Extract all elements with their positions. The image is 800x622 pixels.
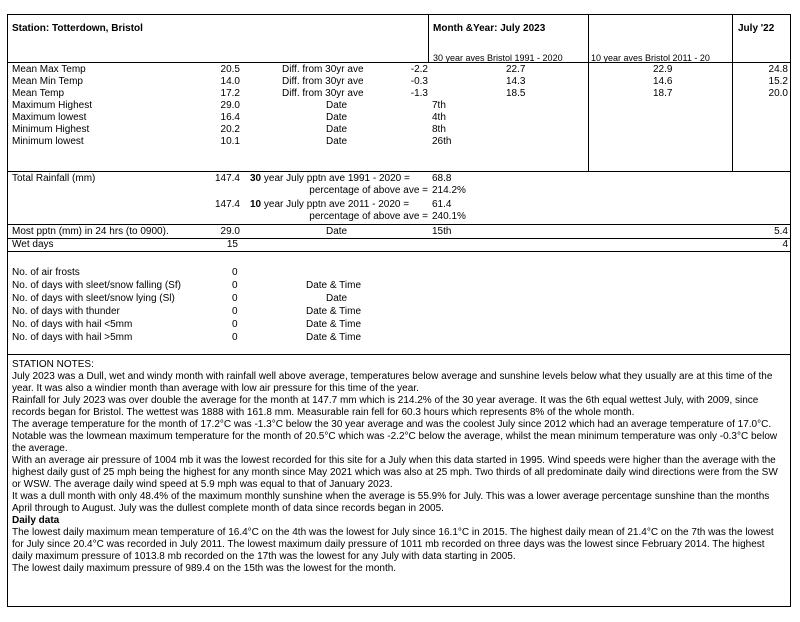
station-title: Station: Totterdown, Bristol	[12, 23, 143, 34]
last-year-title: July '22	[738, 23, 775, 34]
extreme-value: 10.1	[220, 136, 240, 147]
extreme-value: 20.2	[220, 124, 240, 135]
most-pptn-date-label: Date	[326, 226, 348, 237]
count-date-label: Date & Time	[306, 306, 362, 317]
notes-paragraph: Rainfall for July 2023 was over double the average for the month at 147.7 mm which is 214.2% of the 30 year average. It was the 6th equal wettest July, with 2009, since records began for Bristol. The wettest was 1888 with 161.8 mm. Measurable rain fell for 60.3 hours which represents 8% of the whole month.	[12, 395, 759, 418]
count-label: No. of days with hail >5mm	[12, 332, 133, 343]
temp-diff: -1.3	[410, 88, 428, 99]
row-divider-2	[7, 171, 791, 172]
most-pptn-date: 15th	[432, 226, 452, 237]
row-divider-5	[7, 251, 791, 252]
outer-border-right	[790, 14, 791, 607]
count-date-label: Date	[326, 293, 348, 304]
rainfall-pct1-text: percentage of above ave =	[309, 185, 428, 196]
temp-ave10: 14.6	[653, 76, 673, 87]
temp-diff-label: Diff. from 30yr ave	[282, 76, 364, 87]
outer-border-bottom	[7, 606, 791, 607]
extreme-label: Maximum lowest	[12, 112, 87, 123]
temp-label: Mean Min Temp	[12, 76, 83, 87]
count-label: No. of days with thunder	[12, 306, 120, 317]
station-notes	[12, 359, 784, 575]
temp-last-year: 24.8	[768, 64, 788, 75]
count-value: 0	[232, 332, 238, 343]
wet-days-last-year: 4	[782, 239, 788, 250]
temp-label: Mean Max Temp	[12, 64, 86, 75]
count-value: 0	[232, 293, 238, 304]
temp-value: 17.2	[220, 88, 240, 99]
daily-data-heading: Daily data	[12, 515, 60, 526]
extreme-date: 7th	[432, 100, 446, 111]
temp-last-year: 20.0	[768, 88, 788, 99]
rainfall-label: Total Rainfall (mm)	[12, 173, 96, 184]
ave30-heading: 30 year aves Bristol 1991 - 2020	[433, 53, 563, 63]
row-divider-3	[7, 224, 791, 225]
rainfall-30yr-line	[250, 173, 410, 185]
temp-diff: -0.3	[410, 76, 428, 87]
extreme-label: Minimum lowest	[12, 136, 84, 147]
rainfall-value: 147.4	[214, 173, 240, 184]
temp-diff-label: Diff. from 30yr ave	[282, 64, 364, 75]
temp-ave10: 22.9	[653, 64, 673, 75]
temp-value: 20.5	[220, 64, 240, 75]
rainfall-30yr-value: 68.8	[432, 173, 452, 184]
temp-ave30: 18.5	[506, 88, 526, 99]
notes-heading: STATION NOTES:	[12, 359, 94, 370]
month-year-title: Month &Year: July 2023	[433, 23, 546, 34]
notes-paragraph: July 2023 was a Dull, wet and windy month with rainfall well above average, temperatures below average and sunshine levels below what they usually are at this time of the year. It was also a windier month than average with low air pressure for this time of the year.	[12, 371, 773, 394]
extreme-date: 26th	[432, 136, 452, 147]
rainfall-10yr-line	[250, 199, 409, 211]
extreme-value: 16.4	[220, 112, 240, 123]
wet-days-value: 15	[226, 239, 238, 250]
most-pptn-value: 29.0	[220, 226, 240, 237]
extreme-label: Maximum Highest	[12, 100, 93, 111]
wet-days-label: Wet days	[12, 239, 54, 250]
notes-paragraph: It was a dull month with only 48.4% of the maximum monthly sunshine when the average is 55.9% for July. This was a lower average percentage sunshine than the months April through to August. July was the dullest complete month of data since records began in 2005.	[12, 491, 770, 514]
most-pptn-last-year: 5.4	[774, 226, 788, 237]
count-label: No. of days with hail <5mm	[12, 319, 133, 330]
notes-paragraph: The average temperature for the month of 17.2°C was -1.3°C below the 30 year average and was the coolest July since 2012 which had an average temperature of 17.0°C. Notable was the lowmean maximum temperature for the month of 20.5°C which was -2.2°C below the average, whilst the mean minimum temperature was only -0.3°C below the average.	[12, 419, 778, 454]
extreme-date-label: Date	[326, 136, 348, 147]
rainfall-pct1-value: 214.2%	[432, 185, 466, 196]
temp-last-year: 15.2	[768, 76, 788, 87]
temp-diff: -2.2	[410, 64, 428, 75]
daily-data-paragraph: The lowest daily maximum pressure of 989.4 on the 15th was the lowest for the month.	[12, 563, 397, 574]
extreme-date: 4th	[432, 112, 446, 123]
row-divider-4	[7, 238, 791, 239]
col-divider-c	[732, 14, 733, 172]
extreme-value: 29.0	[220, 100, 240, 111]
extreme-date-label: Date	[326, 112, 348, 123]
temp-ave30: 14.3	[506, 76, 526, 87]
ave10-heading: 10 year aves Bristol 2011 - 20	[591, 53, 710, 63]
rainfall-pct2-text: percentage of above ave =	[309, 211, 428, 222]
most-pptn-label: Most pptn (mm) in 24 hrs (to 0900).	[12, 226, 169, 237]
col-divider-b	[588, 14, 589, 172]
rainfall-10yr-bold: 10	[250, 199, 262, 210]
temp-value: 14.0	[220, 76, 240, 87]
col-divider-a	[428, 14, 429, 62]
count-date-label: Date & Time	[306, 332, 362, 343]
count-value: 0	[232, 267, 238, 278]
extreme-date-label: Date	[326, 100, 348, 111]
rainfall-pct2-value: 240.1%	[432, 211, 466, 222]
temp-diff-label: Diff. from 30yr ave	[282, 88, 364, 99]
temp-ave10: 18.7	[653, 88, 673, 99]
daily-data-paragraph: The lowest daily maximum mean temperature of 16.4°C on the 4th was the lowest for July since 16.1°C in 2015. The highest daily mean of 21.4°C on the 7th was the lowest for July since 20.4°C was recorded in July 2011. The lowest maximum daily pressure of 1011 mb recorded on three days was the lowest since February 2014. The highest daily maximum pressure of 1013.8 mb recorded on the 17th was the lowest for any July with data starting in 2005.	[12, 527, 774, 562]
count-date-label: Date & Time	[306, 319, 362, 330]
outer-border-left	[7, 14, 8, 607]
count-label: No. of air frosts	[12, 267, 80, 278]
rainfall-30yr-bold: 30	[250, 173, 262, 184]
notes-paragraph: With an average air pressure of 1004 mb it was the lowest recorded for this site for a July when this data started in 1995. Wind speeds were higher than the average with the highest daily gust of 25 mph being the highest for any month since May 2021 which was also at 25 mph. Two thirds of all predominate daily wind directions were from the SW or WSW. The average daily wind speed at 5.9 mph was equal to that of January 2023.	[12, 455, 778, 490]
row-divider-6	[7, 354, 791, 355]
extreme-label: Minimum Highest	[12, 124, 90, 135]
outer-border-top	[7, 14, 791, 15]
temp-ave30: 22.7	[506, 64, 526, 75]
extreme-date-label: Date	[326, 124, 348, 135]
temp-label: Mean Temp	[12, 88, 65, 99]
count-date-label: Date & Time	[306, 280, 362, 291]
rainfall-10yr-text: year July pptn ave 2011 - 2020 =	[263, 199, 410, 210]
rainfall-10yr-value: 61.4	[432, 199, 452, 210]
count-label: No. of days with sleet/snow lying (Sl)	[12, 293, 175, 304]
extreme-date: 8th	[432, 124, 446, 135]
count-label: No. of days with sleet/snow falling (Sf)	[12, 280, 181, 291]
rainfall-30yr-text: year July pptn ave 1991 - 2020 =	[263, 173, 410, 184]
count-value: 0	[232, 280, 238, 291]
rainfall-value-2: 147.4	[214, 199, 240, 210]
count-value: 0	[232, 306, 238, 317]
count-value: 0	[232, 319, 238, 330]
